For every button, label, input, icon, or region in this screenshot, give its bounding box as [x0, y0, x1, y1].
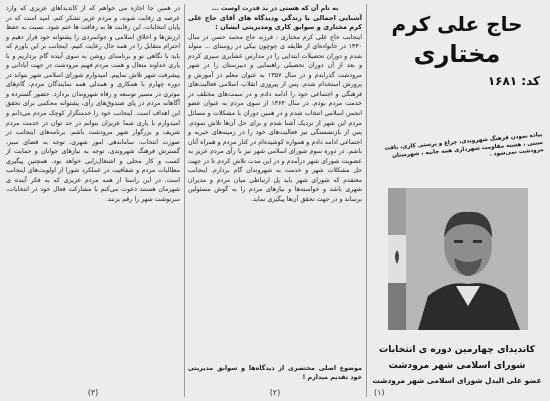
- panel-page-1: [368, 4, 546, 397]
- candidate-name: [368, 10, 546, 70]
- candidate-photo: [388, 188, 528, 330]
- bio-footer: موضوع اصلی مختصری از دیدگاه‌ها و سوابق مدیریتی خود تقدیم میدارم !: [188, 364, 362, 382]
- candidate-slogan: پیاده نمودن فرهنگ شهروندی، چراغ و پرستی کاری، بافت سنتی ، هسته مقاومت شهرداری همه جانبه ، شهرستان مرودشت نمی‌شود .: [384, 132, 544, 159]
- portrait-icon: [388, 188, 528, 330]
- page-number-2: (۲): [269, 388, 281, 397]
- candidate-name-line-1: حاج علی کرم: [391, 12, 523, 36]
- caption-council: شورای اسلامی شهر مرودشت: [388, 360, 526, 371]
- caption-candidacy: کاندیدای چهارمین دوره ی انتخابات: [379, 344, 535, 355]
- column-divider-right: [366, 4, 367, 397]
- candidate-code: کد: ۱۶۸۱: [487, 74, 540, 88]
- panel-page-2: [186, 4, 364, 397]
- candidate-name-line-2: مختاری: [413, 40, 501, 68]
- bio-title: آشنایی اجمالی با زندگی ودیدگاه های آقای حاج علی کرم مختاری و سوابق کاری ومدیریتی ایشان :: [188, 13, 362, 32]
- panel-3-body: در همین جا اجازه می خواهم که از کاندیداهای عزیزی که وارد عرصه ی رقابت شوند، و مردم عزیز تشکر کنم. امید است که در پایان انتخابات، این رقابت ها به رفاقت ها ختم شود. نسبت به حفظ ارزش‌ها و اخلاق اسلامی و جوانمردی را پشتوانه خود قرار دهیم و احترام متقابل را در همه حال رعایت کنیم. اینجانب بر این باورم که باید با نگاهی نو و برنامه‌ای روشن به سوی آینده گام برداریم و با یاری خداوند متعال و همت مردم فهیم مرودشت در جهت آبادانی و پیشرفت شهر تلاش نماییم. امیدوارم شورای اسلامی شهر بتواند در دوره چهارم با همکاری و همدلی همه نمایندگان مردم، گام‌های موثری در مسیر توسعه و رفاه شهروندان بردارد. حضور گسترده و آگاهانه مردم در پای صندوق‌های رأی، پشتوانه محکمی برای تحقق این اهداف است. اینجانب خود را خدمتگزار کوچک مردم می‌دانم و امیدوارم با یاری شما عزیزان بتوانم در حد توان در خدمت مردم شریف و بزرگوار شهر مرودشت باشم. برنامه‌های اینجانب در صورت انتخاب، ساماندهی امور شهری، توجه به فضای سبز، گسترش فرهنگ شهروندی، توجه به نیازهای جوانان و حمایت از کسب و کار محلی و اشتغال‌زایی خواهد بود. همچنین پیگیری مطالبات مردم و شفافیت در عملکرد شورا از اولویت‌های اینجانب است. در این راستا از همه مردم عزیزی که به فکر آینده ی شهرمان هستند دعوت می‌کنم با مشارکت فعال خود در انتخابات، سرنوشت شهر را رقم بزنند.: [6, 5, 180, 203]
- caption-alternate-member: عضو علی البدل شورای اسلامی شهر مرودشت: [372, 376, 542, 385]
- bio-body: اینجانب حاج علی کرم مختاری ، فرزند حاج محمد حسن در سال ۱۳۳۰ در خانواده‌ای از طایفه ی چوچون بیکی در روستای ... متولد شدم و دوران تحصیلات ابتدایی را در مدارس عشایری سپری کردم و بعد از آن دوران تحصیلی راهنمایی و دبیرستان را در شهر مرودشت گذراندم و در سال ۱۳۵۷ به عنوان معلم در آموزش و پرورش استخدام شدم. پس از پیروزی انقلاب اسلامی فعالیت‌های فرهنگی و اجتماعی خود را ادامه دادم و در سمت‌های مختلف در خدمت مردم بودم. در سال ۱۳۶۴ از سوی مردم به عنوان عضو انجمن اسلامی انتخاب شدم و در همین دوران با مشکلات و مسائل مردم این شهر از نزدیک آشنا شدم و برای حل آن‌ها تلاش نمودم. پس از بازنشستگی نیز فعالیت‌های خود را در زمینه‌های خیریه و اجتماعی ادامه دادم و همواره کوشیده‌ام در کنار مردم و همراه آنان باشم. در دوره سوم شورای اسلامی شهر نیز با رأی مردم عزیز به عضویت شورای شهر درآمدم و در این مدت تلاش کردم تا در جهت حل مشکلات شهر و خدمت به شهروندان گام بردارم. اینجانب معتقدم که شورای شهر باید پل ارتباطی میان مردم و مدیران شهری باشد و خواسته‌ها و نیازهای مردم را به گوش مسئولین برساند و در جهت تحقق آن‌ها پیگیری نماید.: [188, 33, 362, 203]
- page-number-1: (۱): [374, 388, 385, 397]
- page-number-3: (۳): [87, 388, 99, 397]
- panel-page-3: [4, 4, 182, 397]
- column-divider-left: [184, 4, 185, 397]
- bismillah-line: به نام آن که هستی در ید قدرت اوست ...: [211, 5, 339, 12]
